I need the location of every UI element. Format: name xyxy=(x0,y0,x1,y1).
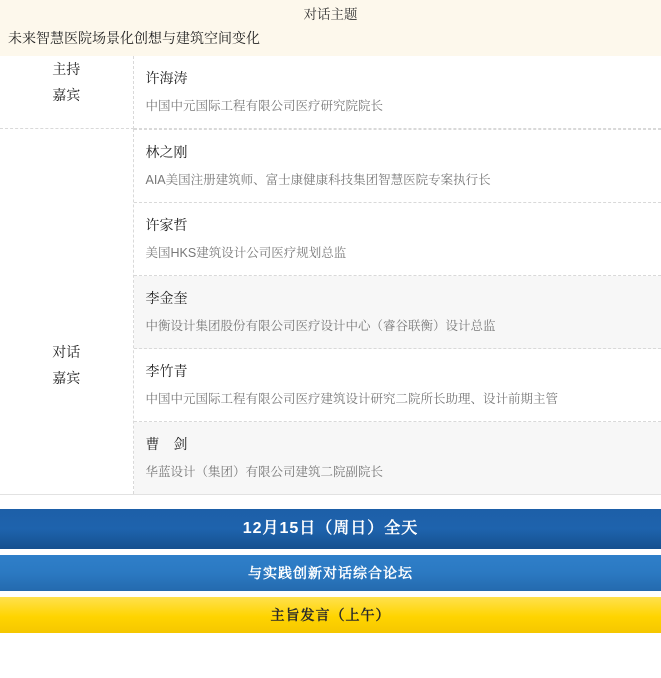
list-item xyxy=(134,349,661,422)
section-spacer xyxy=(0,495,661,509)
host-role-label xyxy=(0,56,133,129)
guest-role-line1: 对话 xyxy=(52,344,81,360)
forum-banner: 与实践创新对话综合论坛 xyxy=(0,555,661,591)
guest-name: 林之刚 xyxy=(145,144,188,160)
guest-role-line2: 嘉宾 xyxy=(52,370,81,386)
guest-title: 华蓝设计（集团）有限公司建筑二院副院长 xyxy=(145,465,384,479)
guest-title: 美国HKS建筑设计公司医疗规划总监 xyxy=(145,246,347,260)
topic-band xyxy=(0,0,661,56)
host-title: 中国中元国际工程有限公司医疗研究院院长 xyxy=(145,99,384,113)
date-banner: 12月15日（周日）全天 xyxy=(0,509,661,549)
guest-list xyxy=(134,129,661,494)
guest-name: 曹 剑 xyxy=(145,436,188,452)
list-item xyxy=(134,276,661,349)
guest-name: 李竹青 xyxy=(145,363,188,379)
host-person xyxy=(134,56,661,128)
guests-row xyxy=(0,129,661,495)
guests-cell xyxy=(133,129,661,495)
participants-table xyxy=(0,56,661,494)
host-name: 许海涛 xyxy=(145,70,188,86)
host-role-line1: 主持 xyxy=(52,61,81,77)
guest-name: 许家哲 xyxy=(145,217,188,233)
keynote-banner: 主旨发言（上午） xyxy=(0,597,661,633)
list-item xyxy=(134,203,661,276)
guest-role-label xyxy=(0,129,133,495)
host-role-line2: 嘉宾 xyxy=(52,87,81,103)
topic-label: 对话主题 xyxy=(303,7,358,22)
guest-title: AIA美国注册建筑师、富士康健康科技集团智慧医院专案执行长 xyxy=(145,173,491,187)
list-item xyxy=(134,422,661,494)
guest-name: 李金奎 xyxy=(145,290,188,306)
list-item xyxy=(134,130,661,203)
topic-text: 未来智慧医院场景化创想与建筑空间变化 xyxy=(8,30,260,46)
host-row xyxy=(0,56,661,129)
host-cell xyxy=(133,56,661,129)
guest-title: 中衡设计集团股份有限公司医疗设计中心（睿谷联衡）设计总监 xyxy=(145,319,496,333)
guest-title: 中国中元国际工程有限公司医疗建筑设计研究二院所长助理、设计前期主管 xyxy=(145,392,559,406)
